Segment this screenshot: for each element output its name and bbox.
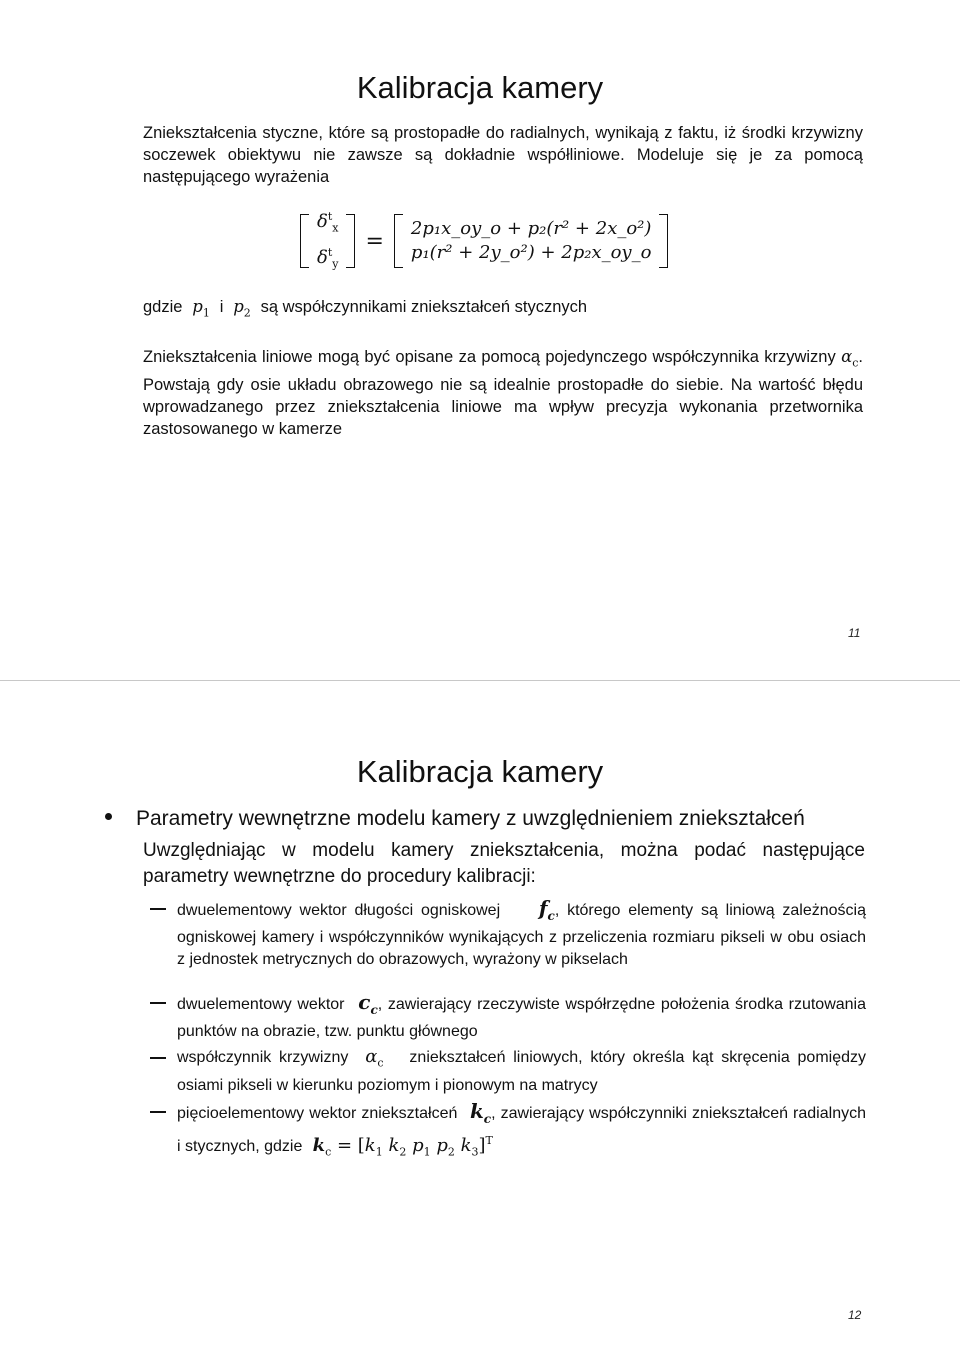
sub: y — [332, 257, 339, 271]
list-item-text — [177, 1100, 866, 1164]
text-part: dwuelementowy wektor — [177, 996, 345, 1013]
text-part: zniekształceń liniowych, który określa kąt skręcenia pomiędzy osiami pikseli w kierunku poziomym i pionowym na matrycy — [177, 1049, 867, 1094]
dash-icon — [150, 908, 166, 910]
sup: t — [327, 246, 333, 259]
kc-vector-formula: $k_c = [k_1$ $k_2$ $p_1$ $p_2$ $k_3]^T$ — [312, 1134, 493, 1159]
lhs-top: δ — [317, 211, 328, 233]
text-part: , zawierający współczynniki zniekształceń radialnych i stycznych, gdzie — [177, 1105, 866, 1155]
linear-distortion-paragraph — [143, 346, 863, 440]
slide-separator — [0, 680, 960, 681]
symbol-alpha-c: $\alpha_c$ — [356, 1046, 384, 1070]
symbol-p1: $p_1$ — [187, 297, 210, 320]
symbol-fc: $f_c$ — [507, 896, 555, 923]
coefficients-line — [143, 296, 863, 324]
word-i: i — [219, 298, 224, 316]
list-item — [150, 991, 866, 1043]
rhs-row-2: p₁(r² + 2y_o²) + 2p₂x_oy_o — [410, 242, 652, 263]
dash-icon — [150, 1111, 166, 1113]
list-item — [150, 1046, 866, 1097]
intro-paragraph: Zniekształcenia styczne, które są prostopadłe do radialnych, wynikają z faktu, iż środki krzywizny soczewek obiektywu nie zawsze są dokładnie współliniowe. Modeluje się je za pomocą następującego wyrażenia — [143, 124, 863, 186]
list-item — [150, 897, 866, 971]
lhs-vector — [309, 205, 346, 276]
sup: t — [327, 210, 333, 224]
text-part: dwuelementowy wektor długości ogniskowej — [177, 902, 501, 919]
slide-12 — [0, 684, 960, 1367]
equals-sign: = — [365, 228, 384, 254]
text-part: współczynnik krzywizny — [177, 1049, 349, 1066]
symbol-alpha-c: $\alpha_c$ — [841, 347, 859, 370]
text-part: Zniekształcenia liniowe mogą być opisane za pomocą pojedynczego współczynnika krzywizny — [143, 348, 836, 366]
intro-paragraph: Uwzględniając w modelu kamery zniekształcenia, można podać następujące parametry wewnętrzne do procedury kalibracji: — [143, 840, 865, 887]
rhs-row-1: 2p₁x_oy_o + p₂(r² + 2x_o²) — [410, 218, 652, 239]
list-item-text — [177, 991, 866, 1043]
right-bracket — [659, 214, 668, 268]
bullet-item — [105, 807, 805, 831]
dash-icon — [150, 1057, 166, 1059]
text-part: , którego elementy są liniową zależnością ogniskowej kamery i współczynników wynikających z przeliczenia rozmiaru pikseli w obu osiach z jednostek metrycznych do obrazowych, wyrażony w pikselach — [177, 902, 866, 968]
text-part: , zawierający rzeczywiste współrzędne położenia środka rzutowania punktów na obrazie, tzw. punktu głównego — [177, 996, 866, 1040]
left-bracket — [300, 214, 309, 268]
dash-icon — [150, 1002, 166, 1004]
bullet-icon — [105, 813, 112, 820]
bullet-text: Parametry wewnętrzne modelu kamery z uwzględnieniem zniekształceń — [136, 807, 805, 830]
slide-11 — [0, 0, 960, 680]
sub: x — [332, 222, 339, 235]
slide-title: Kalibracja kamery — [356, 754, 604, 789]
page-number: 12 — [848, 1308, 862, 1322]
coefficients-description: są współczynnikami zniekształceń stycznych — [260, 298, 588, 316]
lhs-bottom: δ — [317, 247, 328, 268]
left-bracket — [394, 214, 403, 268]
right-bracket — [346, 214, 355, 268]
symbol-cc: $c_c$ — [350, 990, 378, 1017]
slide-title: Kalibracja kamery — [356, 70, 604, 105]
list-item — [150, 1100, 866, 1164]
list-item-text — [177, 1046, 866, 1097]
text-part: pięcioelementowy wektor zniekształceń — [177, 1105, 458, 1122]
rhs-vector — [403, 217, 660, 265]
tangential-distortion-formula — [300, 212, 668, 270]
word-gdzie: gdzie — [143, 298, 183, 316]
symbol-p2: $p_2$ — [227, 297, 251, 320]
list-item-text — [177, 897, 866, 971]
text-part: . Powstają gdy osie układu obrazowego nie są idealnie prostopadłe do siebie. Na wartość błędu wprowadzanego przez zniekształcenia liniowe ma wpływ precyzja wykonania przetwornika zastosowanego w kamerze — [143, 348, 863, 439]
symbol-kc: $k_c$ — [462, 1099, 492, 1126]
page-number: 11 — [848, 626, 861, 640]
